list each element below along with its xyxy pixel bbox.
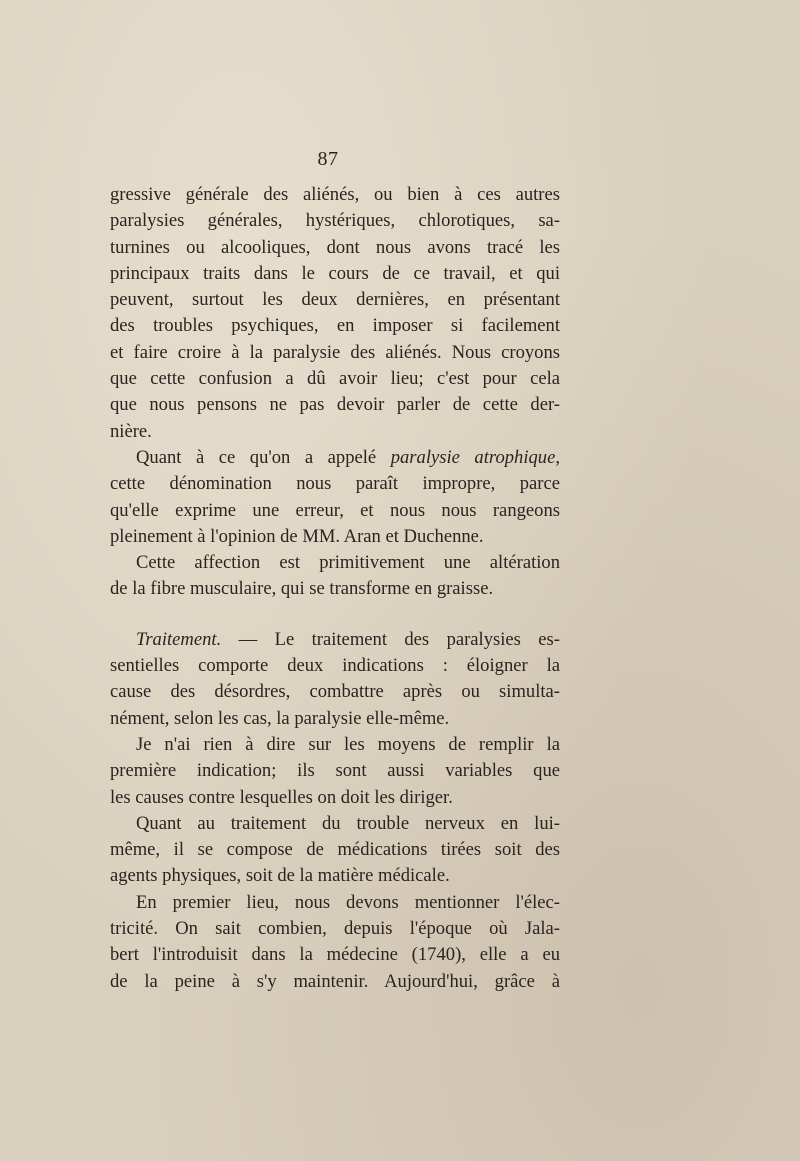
text-line: agents physiques, soit de la matière médicale. <box>110 865 450 887</box>
text-line <box>110 627 560 653</box>
text-line: nément, selon les cas, la paralysie elle-même. <box>110 707 450 729</box>
text-line: Je n'ai rien à dire sur les moyens de remplir la <box>136 733 560 755</box>
text-line: de la peine à s'y maintenir. Aujourd'hui, grâce à <box>110 970 560 992</box>
text-run: , <box>555 446 561 468</box>
text-line: cette dénomination nous paraît impropre, parce <box>110 473 560 495</box>
text-line: des troubles psychiques, en imposer si facilement <box>110 315 560 337</box>
text-line: sentielles comporte deux indications : éloigner la <box>110 655 560 677</box>
text-line: pleinement à l'opinion de MM. Aran et Duchenne. <box>110 525 484 547</box>
text-line: même, il se compose de médications tirées soit des <box>110 839 560 861</box>
paragraph-gap <box>110 603 560 627</box>
text-line: de la fibre musculaire, qui se transforme en graisse. <box>110 578 494 600</box>
text-line: bert l'introduisit dans la médecine (1740), elle a eu <box>110 944 560 966</box>
text-run: — Le traitement des paralysies es- <box>221 628 560 650</box>
text-line: gressive générale des aliénés, ou bien à ces autres <box>110 184 560 205</box>
text-line: tricité. On sait combien, depuis l'époque où Jala- <box>110 918 560 940</box>
body-text <box>110 182 560 995</box>
text-line <box>110 445 560 471</box>
text-line: qu'elle exprime une erreur, et nous nous rangeons <box>110 499 560 521</box>
text-line: peuvent, surtout les deux dernières, en présentant <box>110 289 560 311</box>
text-line: que nous pensons ne pas devoir parler de cette der- <box>110 394 560 416</box>
text-line: turnines ou alcooliques, dont nous avons tracé les <box>110 236 560 258</box>
text-line: que cette confusion a dû avoir lieu; c'est pour cela <box>110 368 560 390</box>
text-line: première indication; ils sont aussi variables que <box>110 760 560 782</box>
italic-run: Traitement. <box>136 628 222 650</box>
page-number: 87 <box>317 148 339 170</box>
text-line: cause des désordres, combattre après ou simulta- <box>110 681 560 703</box>
text-line: Quant au traitement du trouble nerveux en lui- <box>136 812 560 834</box>
text-run: Quant à ce qu'on a appelé <box>136 446 391 468</box>
text-line: nière. <box>110 420 152 442</box>
text-line: paralysies générales, hystériques, chlorotiques, sa- <box>110 210 560 232</box>
text-line: En premier lieu, nous devons mentionner l'élec- <box>136 891 560 913</box>
text-line: les causes contre lesquelles on doit les diriger. <box>110 786 453 808</box>
italic-run: paralysie atrophique <box>390 446 556 468</box>
text-line: Cette affection est primitivement une altération <box>136 552 560 574</box>
text-line: et faire croire à la paralysie des aliénés. Nous croyons <box>110 341 560 363</box>
text-line: principaux traits dans le cours de ce travail, et qui <box>110 262 560 284</box>
